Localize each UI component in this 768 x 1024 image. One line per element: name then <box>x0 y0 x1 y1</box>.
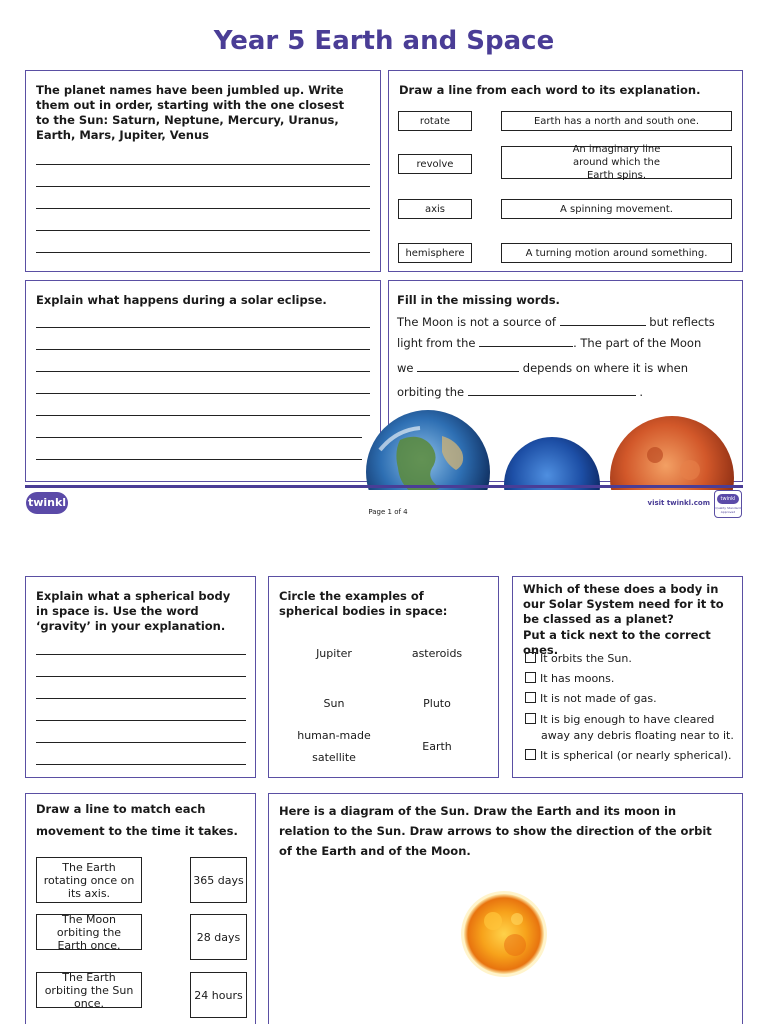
answer-line[interactable] <box>36 764 246 765</box>
explanation-box[interactable]: A turning motion around something. <box>501 243 732 263</box>
eclipse-panel <box>25 280 381 482</box>
criterion-orbits-sun <box>525 652 740 666</box>
option-pluto[interactable]: Pluto <box>423 697 451 710</box>
badge-text: Quality Standard Approved <box>715 506 741 514</box>
answer-line[interactable] <box>36 252 370 253</box>
explanation-box[interactable]: An imaginary line around which the Earth spins. <box>501 146 732 179</box>
word-box-hemisphere[interactable]: hemisphere <box>398 243 472 263</box>
movement-prompt-a: Draw a line to match each <box>36 802 206 816</box>
fill-text: depends on where it is when <box>522 361 688 375</box>
explanation-box[interactable]: Earth has a north and south one. <box>501 111 732 131</box>
word-box-revolve[interactable]: revolve <box>398 154 472 174</box>
circle-examples-panel <box>268 576 499 778</box>
sun-diagram-prompt: Here is a diagram of the Sun. Draw the Earth and its moon in relation to the Sun. Draw arrows to show the direction of the orbit of the Earth and of the Moon. <box>279 804 712 858</box>
answer-line[interactable] <box>36 437 362 438</box>
planet-criteria-instruction: Put a tick next to the correct ones. <box>523 628 711 657</box>
twinkl-logo: twinkl <box>26 492 68 514</box>
checkbox[interactable] <box>525 672 536 683</box>
answer-line[interactable] <box>36 720 246 721</box>
explanation-box[interactable]: A spinning movement. <box>501 199 732 219</box>
answer-line[interactable] <box>36 654 246 655</box>
fill-text: but reflects <box>649 315 715 329</box>
option-satellite[interactable]: satellite <box>312 751 356 764</box>
earth-icon <box>366 410 490 490</box>
checkbox[interactable] <box>525 652 536 663</box>
footer-divider <box>25 485 743 488</box>
answer-line[interactable] <box>36 230 370 231</box>
neptune-icon <box>504 437 600 490</box>
criterion-has-moons <box>525 672 740 686</box>
eclipse-prompt: Explain what happens during a solar eclipse. <box>36 293 327 307</box>
fill-blank[interactable] <box>479 346 573 347</box>
movement-box-earth-rotating[interactable]: The Earth rotating once on its axis. <box>36 857 142 903</box>
movement-box-earth-orbiting[interactable]: The Earth orbiting the Sun once. <box>36 972 142 1008</box>
time-box-24-hours[interactable]: 24 hours <box>190 972 247 1018</box>
movement-box-moon-orbiting[interactable]: The Moon orbiting the Earth once. <box>36 914 142 950</box>
fill-text: light from the <box>397 336 476 350</box>
word-match-panel <box>388 70 743 272</box>
answer-line[interactable] <box>36 393 370 394</box>
mars-icon <box>610 416 734 490</box>
answer-line[interactable] <box>36 186 370 187</box>
planet-criteria-panel <box>512 576 743 778</box>
page-title: Year 5 Earth and Space <box>213 26 555 56</box>
sun-icon <box>459 889 549 979</box>
circle-examples-prompt: Circle the examples of spherical bodies in space: <box>279 589 448 618</box>
answer-line[interactable] <box>36 371 370 372</box>
movement-prompt-b: movement to the time it takes. <box>36 824 238 838</box>
answer-line[interactable] <box>36 676 246 677</box>
answer-line[interactable] <box>36 459 362 460</box>
word-match-prompt: Draw a line from each word to its explanation. <box>399 83 701 97</box>
planets-illustration <box>360 410 750 490</box>
criterion-text-cont: away any debris floating near to it. <box>541 729 734 742</box>
fill-text: . <box>639 385 644 399</box>
time-box-28-days[interactable]: 28 days <box>190 914 247 960</box>
badge-logo: twinkl <box>717 494 739 504</box>
option-human-made[interactable]: human-made <box>297 729 371 742</box>
criterion-cleared-debris <box>525 712 743 744</box>
sun-diagram-panel <box>268 793 743 1024</box>
time-box-365-days[interactable]: 365 days <box>190 857 247 903</box>
option-jupiter[interactable]: Jupiter <box>316 647 352 660</box>
fill-blank[interactable] <box>468 395 636 396</box>
answer-line[interactable] <box>36 698 246 699</box>
fill-line-2 <box>397 336 737 351</box>
fill-text: . The part of the Moon <box>573 336 702 350</box>
spherical-body-panel <box>25 576 256 778</box>
criterion-text: It has moons. <box>540 672 615 685</box>
criterion-not-gas <box>525 692 740 706</box>
fill-text: The Moon is not a source of <box>397 315 556 329</box>
criterion-text: It orbits the Sun. <box>540 652 632 665</box>
checkbox[interactable] <box>525 692 536 703</box>
fill-text: orbiting the <box>397 385 465 399</box>
checkbox[interactable] <box>525 749 536 760</box>
answer-line[interactable] <box>36 327 370 328</box>
fill-line-1 <box>397 315 737 330</box>
planet-order-panel <box>25 70 381 272</box>
movement-match-panel <box>25 793 256 1024</box>
planet-criteria-prompt: Which of these does a body in our Solar System need for it to be classed as a planet? <box>523 582 724 626</box>
fill-blank[interactable] <box>417 371 519 372</box>
option-earth[interactable]: Earth <box>422 740 452 753</box>
spherical-body-prompt: Explain what a spherical body in space is. Use the word ‘gravity’ in your explanation. <box>36 589 231 633</box>
fill-line-4 <box>397 385 737 400</box>
checkbox[interactable] <box>525 713 536 724</box>
answer-line[interactable] <box>36 742 246 743</box>
answer-line[interactable] <box>36 415 370 416</box>
criterion-text: It is big enough to have cleared <box>540 713 715 726</box>
fill-blank[interactable] <box>560 325 646 326</box>
word-box-axis[interactable]: axis <box>398 199 472 219</box>
criterion-text: It is not made of gas. <box>540 692 657 705</box>
answer-line[interactable] <box>36 164 370 165</box>
planet-order-prompt: The planet names have been jumbled up. Write them out in order, starting with the one closest to the Sun: Saturn, Neptune, Mercury, Uranus, Earth, Mars, Jupiter, Venus <box>36 83 345 142</box>
answer-line[interactable] <box>36 208 370 209</box>
criterion-spherical <box>525 749 743 763</box>
answer-line[interactable] <box>36 349 370 350</box>
fill-words-prompt: Fill in the missing words. <box>397 293 560 307</box>
option-asteroids[interactable]: asteroids <box>411 647 463 660</box>
word-box-rotate[interactable]: rotate <box>398 111 472 131</box>
quality-badge <box>714 490 742 518</box>
visit-link[interactable]: visit twinkl.com <box>647 499 710 507</box>
fill-line-3 <box>397 361 737 376</box>
fill-text: we <box>397 361 414 375</box>
criterion-text: It is spherical (or nearly spherical). <box>540 749 732 762</box>
page-number: Page 1 of 4 <box>368 508 408 516</box>
option-sun[interactable]: Sun <box>323 697 345 710</box>
